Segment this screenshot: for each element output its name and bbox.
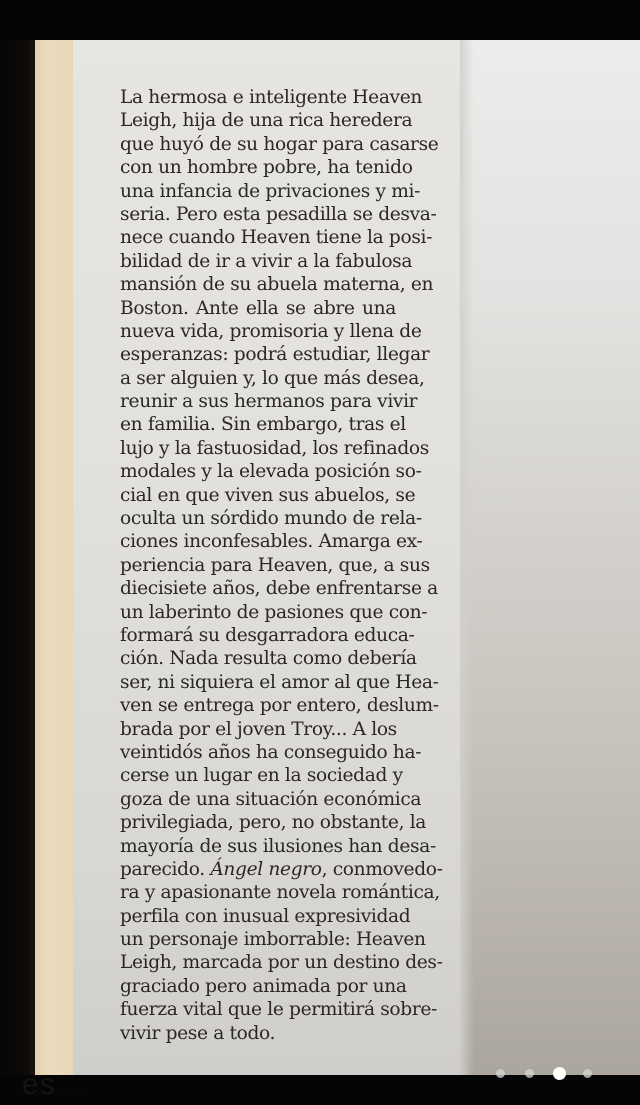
gallery-photo[interactable]: [0, 40, 640, 1075]
synopsis-line: privilegiada, pero, no obstante, la: [120, 812, 427, 834]
synopsis-line: modales y la elevada posición so-: [120, 461, 422, 483]
synopsis-line: ra y apasionante novela romántica,: [120, 882, 440, 904]
synopsis-line: Leigh, hija de una rica heredera: [120, 110, 413, 132]
synopsis-line: graciado pero animada por una: [120, 975, 407, 997]
synopsis-line: en familia. Sin embargo, tras el: [120, 414, 406, 436]
synopsis-line: un laberinto de pasiones que con-: [120, 601, 428, 623]
partial-caption-text: [22, 1070, 83, 1105]
book-title-italic: Ángel negro: [210, 858, 322, 880]
page-indicator: [496, 1067, 592, 1080]
synopsis-line: reunir a sus hermanos para vivir: [120, 391, 418, 413]
synopsis-line: cial en que viven sus abuelos, se: [120, 484, 416, 506]
synopsis-line: ser, ni siquiera el amor al que Hea-: [120, 671, 439, 693]
synopsis-line: nueva vida, promisoria y llena de: [120, 320, 422, 342]
synopsis-line: un personaje imborrable: Heaven: [120, 929, 426, 951]
synopsis-line-with-title: [120, 858, 443, 881]
page-dot-2[interactable]: [525, 1069, 534, 1078]
synopsis-line: cerse un lugar en la sociedad y: [120, 765, 403, 787]
synopsis-line: lujo y la fastuosidad, los refinados: [120, 437, 429, 459]
synopsis-line: Leigh, marcada por un destino des-: [120, 952, 443, 974]
synopsis-line: esperanzas: podrá estudiar, llegar: [120, 344, 430, 366]
synopsis-line: ciones inconfesables. Amarga ex-: [120, 531, 423, 553]
synopsis-line: nece cuando Heaven tiene la posi-: [120, 227, 433, 249]
synopsis-line: que huyó de su hogar para casarse: [120, 133, 439, 155]
page-dot-1[interactable]: [496, 1069, 505, 1078]
synopsis-line: periencia para Heaven, que, a sus: [120, 554, 430, 576]
caption-partial: es: [22, 1068, 56, 1101]
synopsis-line: a ser alguien y, lo que más desea,: [120, 367, 425, 389]
synopsis-line: Boston. Ante ella se abre una: [120, 297, 396, 319]
synopsis-line: brada por el joven Troy... A los: [120, 718, 397, 740]
synopsis-line: La hermosa e inteligente Heaven: [120, 87, 422, 108]
synopsis-line: ción. Nada resulta como debería: [120, 648, 417, 670]
synopsis-line: oculta un sórdido mundo de rela-: [120, 508, 422, 530]
synopsis-line: vivir pese a todo.: [120, 1022, 276, 1044]
synopsis-line: formará su desgarradora educa-: [120, 624, 415, 646]
book-synopsis-text: [120, 86, 443, 1045]
synopsis-line: con un hombre pobre, ha tenido: [120, 157, 413, 179]
synopsis-line: seria. Pero esta pesadilla se desva-: [120, 203, 437, 225]
caption-faded: .....: [55, 1081, 83, 1098]
photo-dark-edge: [0, 40, 35, 1075]
synopsis-line: fuerza vital que le permitirá sobre-: [120, 999, 437, 1021]
synopsis-text: , conmovedo-: [321, 858, 443, 880]
synopsis-line: goza de una situación económica: [120, 788, 422, 810]
synopsis-line: bilidad de ir a vivir a la fabulosa: [120, 250, 413, 272]
synopsis-text: parecido.: [120, 858, 211, 880]
synopsis-line: veintidós años ha conseguido ha-: [120, 741, 422, 763]
synopsis-line: mansión de su abuela materna, en: [120, 274, 434, 296]
synopsis-line: una infancia de privaciones y mi-: [120, 180, 421, 202]
adjacent-surface: [460, 40, 640, 1075]
book-page-edge: [35, 40, 73, 1075]
synopsis-line: mayoría de sus ilusiones han desa-: [120, 835, 436, 857]
synopsis-line: perfila con inusual expresividad: [120, 905, 411, 927]
page-dot-4[interactable]: [583, 1069, 592, 1078]
synopsis-line: ven se entrega por entero, deslum-: [120, 695, 439, 717]
synopsis-line: diecisiete años, debe enfrentarse a: [120, 578, 438, 600]
page-dot-3-active[interactable]: [553, 1067, 566, 1080]
